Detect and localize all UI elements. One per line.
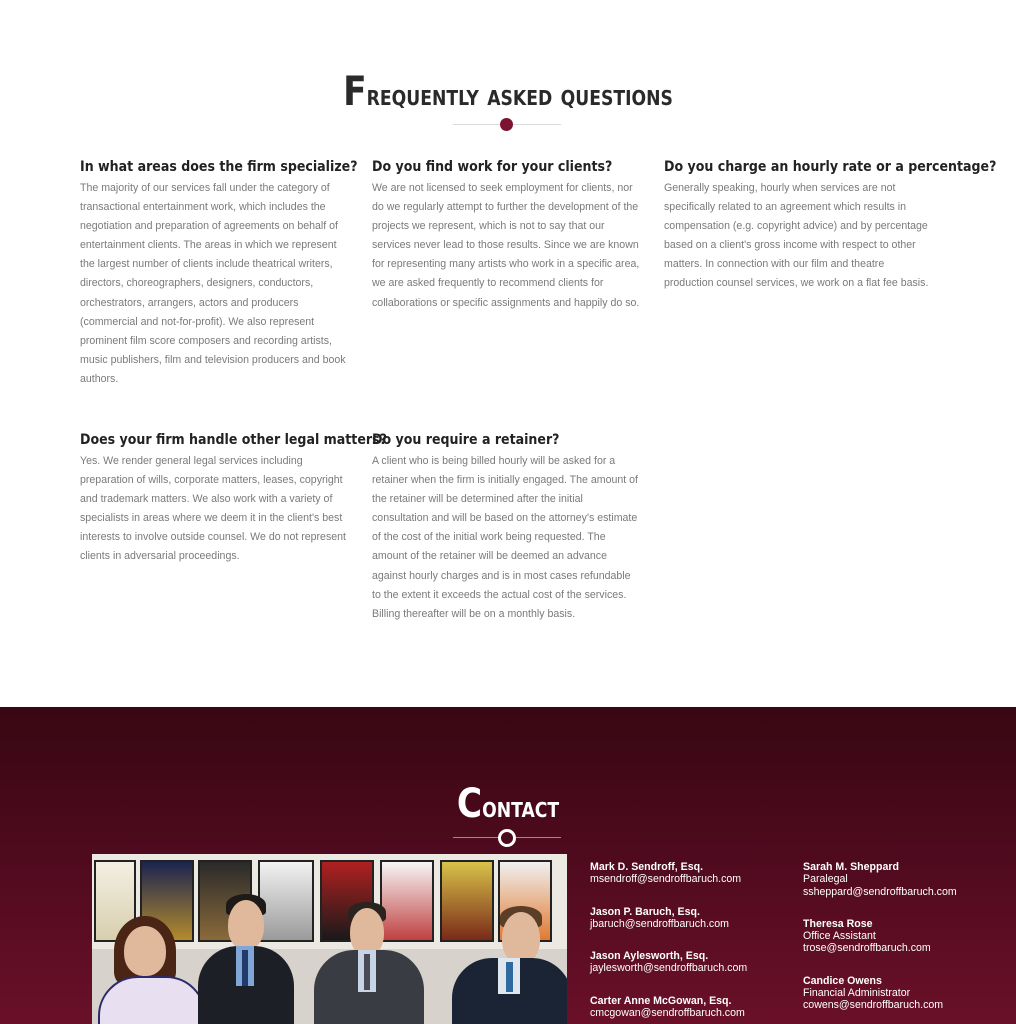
faq-item [664, 158, 997, 294]
contact-email-link[interactable]: cmcgowan@sendroffbaruch.com [590, 1007, 745, 1020]
contact-divider-ring [498, 829, 516, 847]
faq-answer: A client who is being billed hourly will be asked for a retainer when the firm is initially engaged. The amount of the retainer will be determined after the initial consultation and will be based on the attorney's estimate of the cost of the initial work being requested. The amount of the retainer will be deemed an advance against hourly charges and is in most cases refundable to the extent it exceeds the actual cost of the services. Billing thereafter will be on a monthly basis. [372, 455, 638, 620]
faq-question: Does your firm handle other legal matters? [80, 432, 387, 448]
faq-answer: Yes. We render general legal services including preparation of wills, corporate matters, leases, copyright and trademark matters. We also work with a variety of specialists in areas where we deem it in the client's best interests to involve outside counsel. We do not represent clients in adversarial proceedings. [80, 455, 346, 563]
faq-item [372, 158, 642, 313]
faq-heading-initial: F [343, 69, 367, 115]
faq-question: Do you find work for your clients? [372, 159, 613, 175]
poster-image [440, 860, 494, 942]
faq-heading-rest: requently asked questions [366, 79, 673, 112]
contact-entry [803, 861, 957, 898]
contact-entry [590, 906, 747, 931]
team-photo [92, 854, 567, 1024]
faq-answer: The majority of our services fall under the category of transactional entertainment work, which includes the negotiation and preparation of agreements on behalf of entertainment clients. The areas in which we represent the largest number of clients include theatrical writers, directors, choreographers, designers, conductors, orchestrators, arrangers, actors and producers (commercial and not-for-profit). We also represent prominent film score composers and recording artists, music publishers, film and television producers and book authors. [80, 182, 346, 385]
contact-list-attorneys [590, 861, 747, 1024]
contact-entry [590, 995, 747, 1020]
contact-role: Financial Administrator [803, 987, 911, 1000]
contact-entry [803, 918, 957, 955]
faq-heading [71, 66, 945, 122]
contact-entry [803, 975, 957, 1012]
contact-section [0, 707, 1016, 1024]
contact-name: Jason P. Baruch, Esq. [590, 905, 700, 918]
contact-role: Paralegal [803, 873, 848, 886]
faq-question: In what areas does the firm specialize? [80, 159, 358, 175]
contact-role: Office Assistant [803, 930, 876, 943]
faq-answer: Generally speaking, hourly when services are not specifically related to an agreement which results in compensation (e.g. copyright advice) and by percentage based on a client's gross income with respect to other matters. In connection with our film and theatre production counsel services, we work on a flat fee basis. [664, 182, 929, 290]
faq-item [372, 431, 642, 624]
contact-heading-rest: ontact [482, 791, 560, 824]
poster-image [258, 860, 314, 942]
contact-email-link[interactable]: trose@sendroffbaruch.com [803, 942, 931, 955]
faq-question: Do you require a retainer? [372, 432, 560, 448]
faq-divider [453, 118, 561, 132]
contact-entry [590, 950, 747, 975]
faq-question: Do you charge an hourly rate or a percentage? [664, 159, 997, 175]
contact-name: Jason Aylesworth, Esq. [590, 950, 709, 963]
contact-heading [71, 779, 945, 833]
poster-image [380, 860, 434, 942]
faq-answer: We are not licensed to seek employment for clients, nor do we regularly attempt to further the development of the projects we represent, which is not to say that our services never lead to those results. Since we are known for representing many artists who work in a specific area, we are asked frequently to recommend clients for collaborations or specific assignments and happily do so. [372, 182, 640, 309]
contact-email-link[interactable]: jaylesworth@sendroffbaruch.com [590, 962, 748, 975]
contact-name: Mark D. Sendroff, Esq. [590, 861, 704, 873]
contact-divider [453, 829, 561, 847]
contact-name: Carter Anne McGowan, Esq. [590, 994, 732, 1007]
faq-item [80, 431, 387, 567]
contact-name: Sarah M. Sheppard [803, 861, 899, 873]
contact-heading-initial: C [456, 781, 483, 827]
contact-email-link[interactable]: cowens@sendroffbaruch.com [803, 999, 944, 1012]
contact-entry [590, 861, 747, 886]
contact-name: Candice Owens [803, 974, 882, 987]
contact-name: Theresa Rose [803, 917, 873, 930]
faq-item [80, 158, 358, 389]
faq-divider-dot [500, 118, 513, 131]
contact-email-link[interactable]: msendroff@sendroffbaruch.com [590, 873, 742, 886]
contact-email-link[interactable]: jbaruch@sendroffbaruch.com [590, 917, 729, 930]
contact-email-link[interactable]: ssheppard@sendroffbaruch.com [803, 885, 957, 898]
contact-list-staff [803, 861, 957, 1024]
